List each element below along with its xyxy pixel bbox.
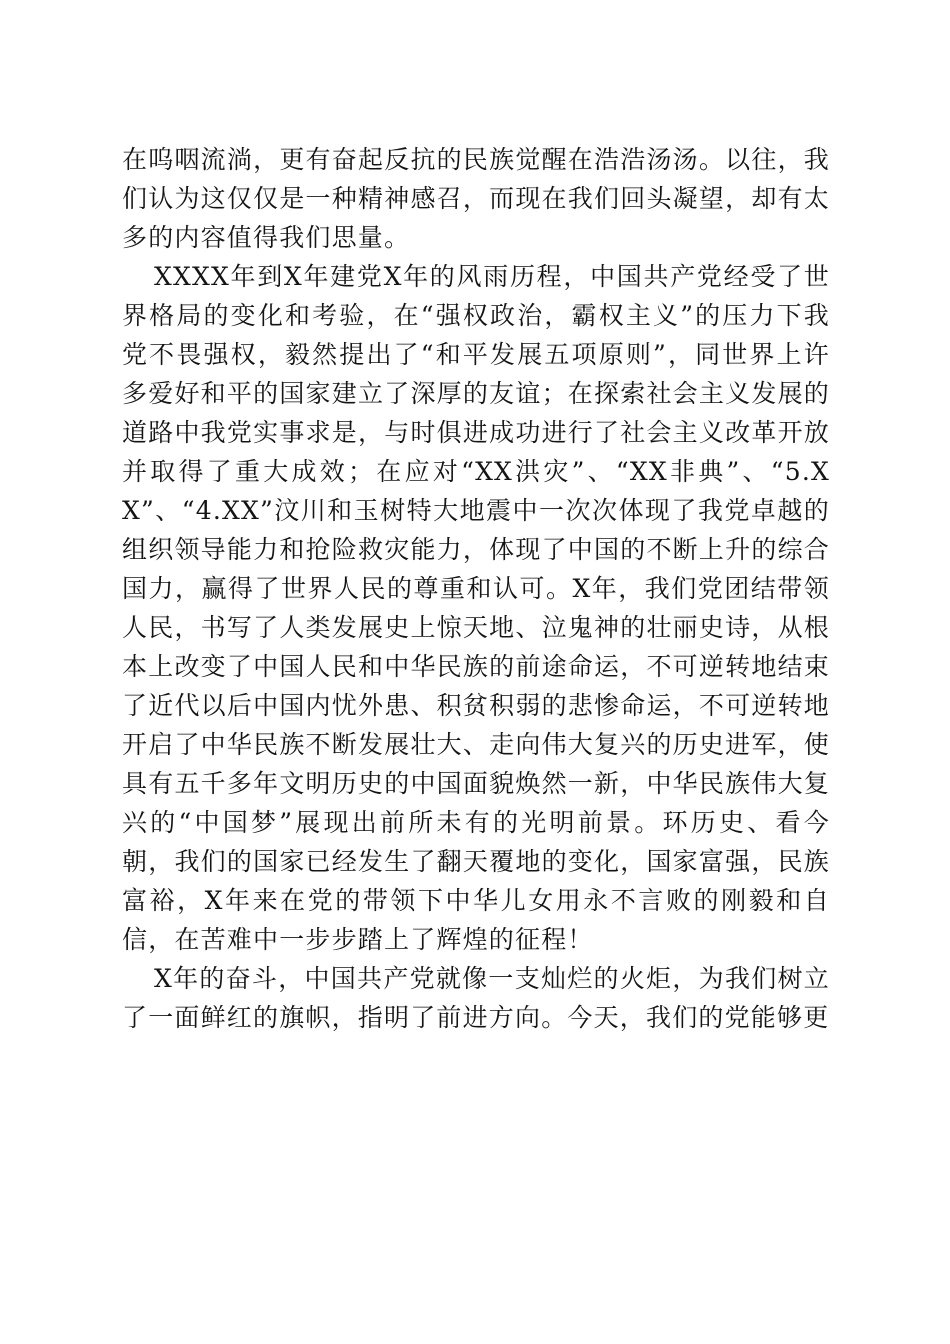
body-text xyxy=(122,140,830,1037)
paragraph-3: X年的奋斗，中国共产党就像一支灿烂的火炬，为我们树立了一面鲜红的旗帜，指明了前进方向。今天，我们的党能够更 xyxy=(122,964,830,1032)
paragraph-2: XXXX年到X年建党X年的风雨历程，中国共产党经受了世界格局的变化和考验，在“强权政治，霸权主义”的压力下我党不畏强权，毅然提出了“和平发展五项原则”，同世界上许多爱好和平的国家建立了深厚的友谊；在探索社会主义发展的道路中我党实事求是，与时俱进成功进行了社会主义改革开放并取得了重大成效；在应对“XX洪灾”、“XX非典”、“5.XX”、“4.XX”汶川和玉树特大地震中一次次体现了我党卓越的组织领导能力和抢险救灾能力，体现了中国的不断上升的综合国力，赢得了世界人民的尊重和认可。X年，我们党团结带领人民，书写了人类发展史上惊天地、泣鬼神的壮丽史诗，从根本上改变了中国人民和中华民族的前途命运，不可逆转地结束了近代以后中国内忧外患、积贫积弱的悲惨命运，不可逆转地开启了中华民族不断发展壮大、走向伟大复兴的历史进军，使具有五千多年文明历史的中国面貌焕然一新，中华民族伟大复兴的“中国梦”展现出前所未有的光明前景。环历史、看今朝，我们的国家已经发生了翻天覆地的变化，国家富强，民族富裕，X年来在党的带领下中华儿女用永不言败的刚毅和自信，在苦难中一步步踏上了辉煌的征程！ xyxy=(122,262,830,954)
paragraph-1: 在呜咽流淌，更有奋起反抗的民族觉醒在浩浩汤汤。以往，我们认为这仅仅是一种精神感召，而现在我们回头凝望，却有太多的内容值得我们思量。 xyxy=(122,145,830,252)
